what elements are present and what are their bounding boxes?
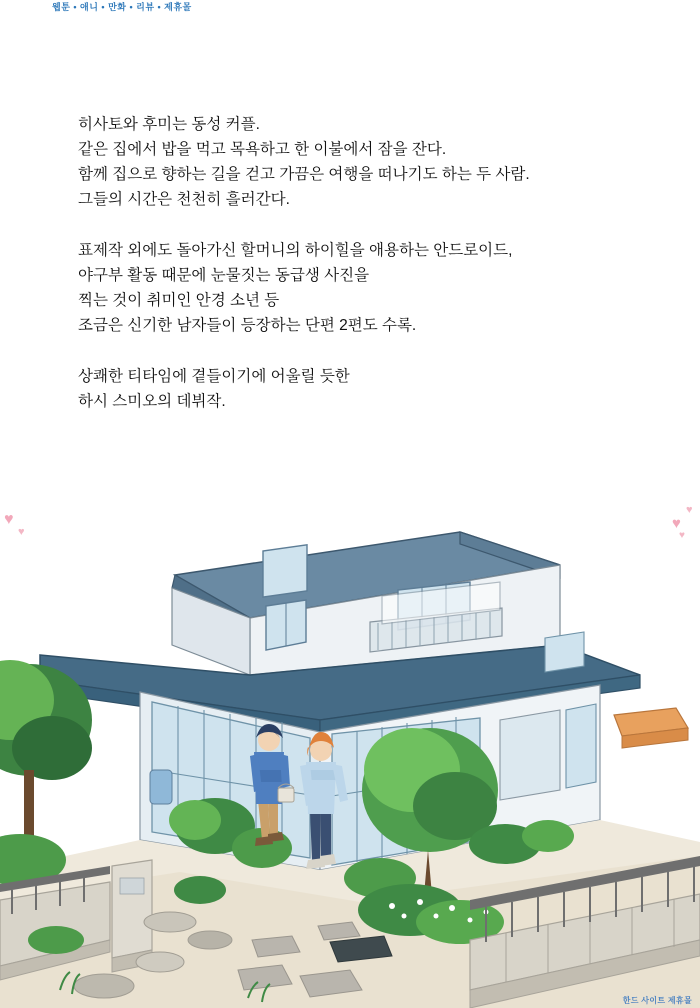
- heart-icon: ♥: [686, 504, 693, 516]
- heart-icon: ♥: [672, 515, 681, 532]
- paragraph-line: 하시 스미오의 데뷔작.: [78, 393, 226, 410]
- paragraph-line: 표제작 외에도 돌아가신 할머니의 하이힐을 애용하는 안드로이드,: [78, 242, 513, 259]
- description-text-block: [78, 112, 638, 414]
- paragraph-line: 상쾌한 티타임에 곁들이기에 어울릴 듯한: [78, 368, 350, 385]
- paragraph-line: 함께 집으로 향하는 길을 걷고 가끔은 여행을 떠나기도 하는 두 사람.: [78, 166, 530, 183]
- paragraph-2: [78, 238, 638, 338]
- paragraph-line: 그들의 시간은 천천히 흘러간다.: [78, 191, 290, 208]
- bottom-watermark: 한드 사이트 제휴몰: [622, 996, 692, 1005]
- paragraph-line: 히사토와 후미는 동성 커플.: [78, 116, 260, 133]
- paragraph-line: 야구부 활동 때문에 눈물짓는 동급생 사진을: [78, 267, 370, 284]
- heart-icon: ♥: [18, 526, 25, 538]
- paragraph-3: [78, 364, 638, 414]
- heart-icon: ♥: [679, 530, 685, 541]
- heart-icon: ♥: [4, 511, 14, 528]
- house-illustration: [0, 470, 700, 1008]
- paragraph-line: 조금은 신기한 남자들이 등장하는 단편 2편도 수록.: [78, 317, 417, 334]
- paragraph-1: [78, 112, 638, 212]
- top-watermark: 웹툰 • 애니 • 만화 • 리뷰 • 제휴몰: [52, 2, 192, 12]
- paragraph-line: 같은 집에서 밥을 먹고 목욕하고 한 이불에서 잠을 잔다.: [78, 141, 447, 158]
- paragraph-line: 찍는 것이 취미인 안경 소년 등: [78, 292, 280, 309]
